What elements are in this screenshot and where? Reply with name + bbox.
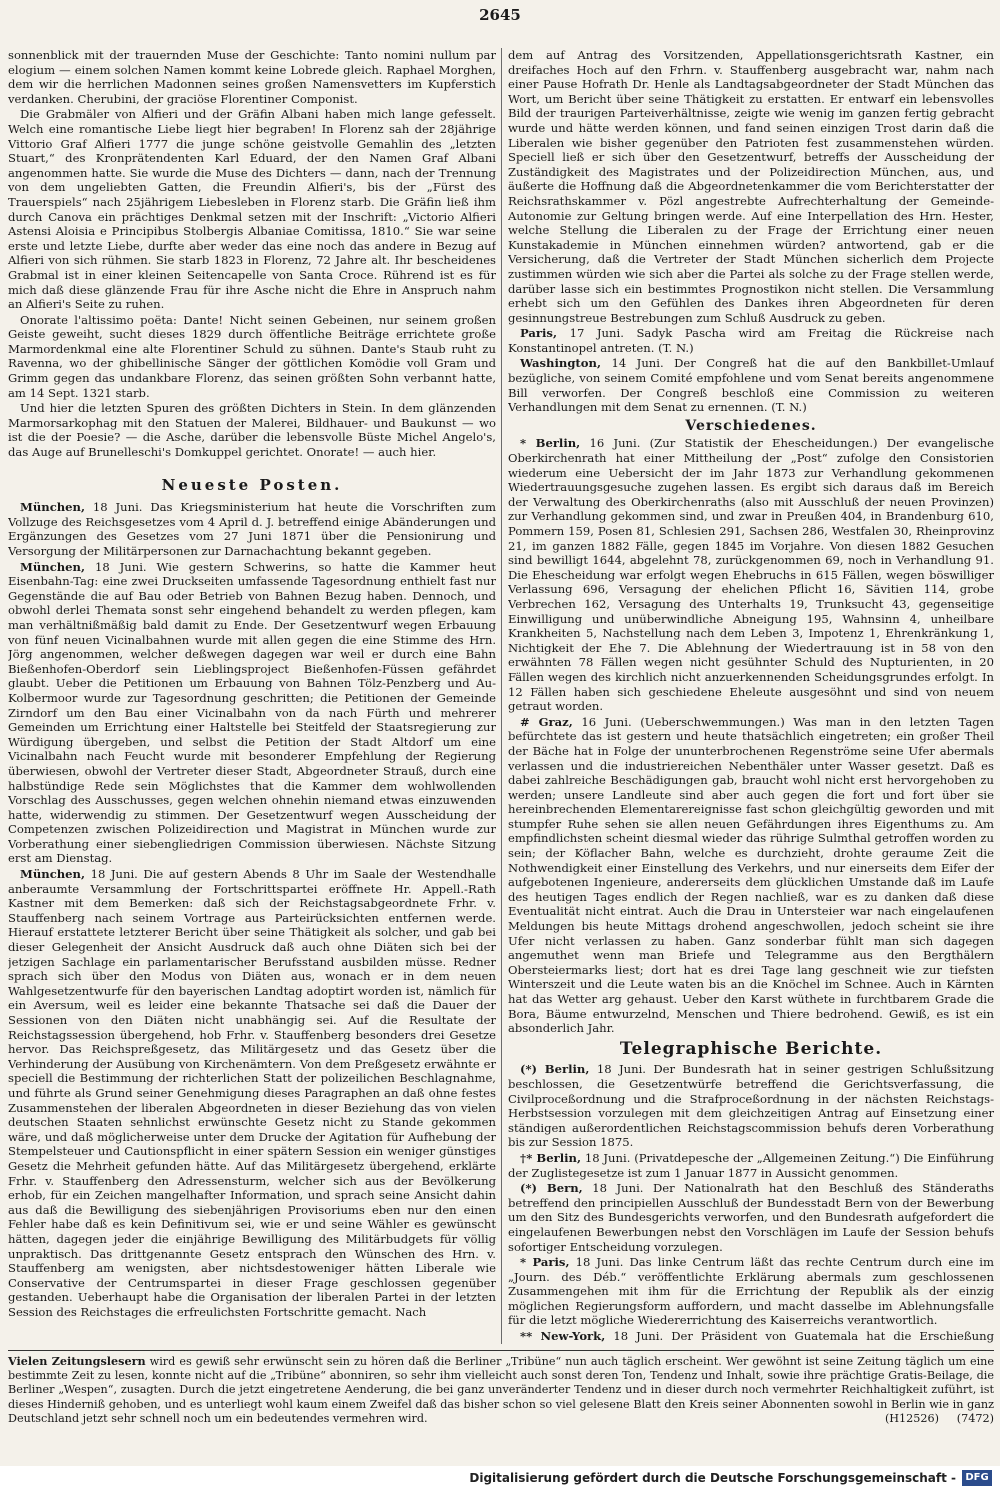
footer-credit: Digitalisierung gefördert durch die Deutsche Forschungsgemeinschaft - xyxy=(469,1471,956,1485)
news-place: (*) Berlin, xyxy=(520,1062,590,1077)
news-place: †* Berlin, xyxy=(520,1150,581,1165)
news-text: 18 Juni. Wie gestern Schwerins, so hatte die Kammer heut Eisenbahn-Tag: eine zwei Druckseiten umfassende Tagesordnung enthielt fast nur Gegenstände die auf Bau oder Betrieb von Bahnen Bezug haben. Dennoch, und obwohl derlei Themata sonst sehr eingehend behandelt zu werden pflegen, kam man verhältnißmäßig bald damit zu Ende. Der Gesetzentwurf wegen Erbauung von fünf neuen Vicinalbahnen wurde mit allen gegen die eine Stimme des Hrn. Jörg angenommen, welcher deßwegen dagegen war weil er durch eine Bahn Bießenhofen-Oberdorf sein Lieblingsproject Bießenhofen-Füssen gefährdet glaubt. Ueber die Petitionen um Erbauung von Bahnen Tölz-Penzberg und Au-Kolbermoor wurde zur Tagesordnung geschritten; die Petitionen der Gemeinde Zirndorf um den Bau einer Vicinalbahn von da nach Fürth und mehrerer Gemeinden um Errichtung einer Haltstelle bei Steitfeld der Staatsregierung zur Würdigung übergeben, und selbst die Petition der Stadt Altdorf um eine Vicinalbahn nach Feucht wurde mit besonderer Empfehlung der Regierung überwiesen, obwohl der Vertreter dieser Stadt, Abgeordneter Strauß, durch eine halbstündige Rede sein Möglichstes that die Kammer dem wohlwollenden Vorschlag des Ausschusses, gegen welchen ohnehin niemand etwas einzuwenden hatte, widerwendig zu stimmen. Der Gesetzentwurf wegen Ausscheidung der Competenzen zwischen Polizeidirection und Magistrat in München wurde zur Vorberathung einer siebengliedrigen Commission überwiesen. Nächste Sitzung erst am Dienstag. xyxy=(8,559,496,866)
news-item xyxy=(508,1255,994,1328)
notice-code-2: (7472) xyxy=(956,1411,994,1425)
advertisement-notice xyxy=(8,1350,994,1426)
digitization-footer xyxy=(0,1466,1000,1493)
news-place: * Paris, xyxy=(520,1255,570,1270)
news-place: München, xyxy=(20,867,86,882)
news-place: Paris, xyxy=(520,326,557,341)
news-text: 18 Juni. Der Bundesrath hat in seiner gestrigen Schlußsitzung beschlossen, die Gesetzentwürfe betreffend die Gerichtsverfassung, die Civilproceßordnung und die Strafproceßordnung in der nächsten Reichstags-Herbstsession vorzulegen mit dem gleichzeitigen Antrag auf Einsetzung einer ständigen außerordentlichen Reichstagscommission behufs deren Vorberathung bis zur Session 1875. xyxy=(508,1062,994,1150)
left-column xyxy=(8,48,496,1344)
news-text: 18 Juni. Der Nationalrath hat den Beschluß des Ständeraths betreffend den principiellen Ausschluß der Bundesstadt Bern von der Bewerbung um den Sitz des Bundesgerichts verworfen, und den Bundesrath aufgefordert die eingelaufenen Bewerbungen nebst den Vorschlägen im Laufe der Session behufs sofortiger Entscheidung vorzulegen. xyxy=(508,1181,994,1254)
notice-codes xyxy=(885,1412,994,1426)
news-place: München, xyxy=(20,559,86,574)
article-paragraph: dem auf Antrag des Vorsitzenden, Appellationsgerichtsrath Kastner, ein dreifaches Hoch auf den Frhrn. v. Stauffenberg ausgebracht war, nahm nach einer Pause Hofrath Dr. Henle als Landtagsabgeordneter der Stadt München das Wort, um Bericht über seine Thätigkeit zu erstatten. Er entwarf ein lebensvolles Bild der traurigen Parteiverhältnisse, zeigte wie wenig im ganzen fertig gebracht wurde und hätte werden können, und fand seinen einzigen Trost darin daß die Liberalen wie bisher gegenüber den Patrioten fest zusammenstehen würden. Speciell ließ er sich über den Gesetzentwurf, betreffs der Ausscheidung der Zuständigkeit des Magistrates und der Polizeidirection München, aus, und äußerte die Hoffnung daß die Abgeordnetenkammer die vom Berichterstatter der Reichsrathskammer v. Pözl angestrebte Aufrechterhaltung der Gemeinde-Autonomie zur Geltung bringen werde. Auf eine Interpellation des Hrn. Hester, welche Stellung die Liberalen zu der Frage der Errichtung einer neuen Kunstakademie in München einnehmen würden? antwortend, gab er die Versicherung, daß die Vertreter der Stadt München sicherlich dem Projecte zustimmen würden wie sich aber die Partei als solche zu der Frage stellen werde, darüber lasse sich ein bestimmtes Prognostikon nicht stellen. Die Versammlung erhebt sich um den Gefühlen des Dankes ihren Abgeordneten für deren gesinnungstreue Bestrebungen zum Schluß Ausdruck zu geben. xyxy=(508,48,994,325)
news-text: 16 Juni. (Zur Statistik der Ehescheidungen.) Der evangelische Oberkirchenrath hat einer Mittheilung der „Post“ zufolge den Consistorien wiederum eine Uebersicht der im Jahr 1873 zur Verhandlung gekommenen Wiedertrauungsgesuche zugehen lassen. Es ergibt sich daraus daß im Bereich der Verwaltung des Oberkirchenraths (also mit Ausschluß der neuen Provinzen) zur Verhandlung gekommen sind, und zwar in Preußen 404, in Brandenburg 610, Pommern 159, Posen 81, Schlesien 291, Sachsen 286, Westfalen 30, Rheinprovinz 21, im ganzen 1882 Fälle, gegen 1845 im Vorjahre. Von diesen 1882 Gesuchen sind bewilligt 1644, abgelehnt 78, zurückgenommen 69, noch in Verhandlung 91. Die Ehescheidung war erfolgt wegen Ehebruchs in 615 Fällen, wegen böswilliger Verlassung 696, Versagung der ehelichen Pflicht 16, Sävitien 114, grobe Verbrechen 162, Versagung des Unterhalts 19, Trunksucht 43, gegenseitige Einwilligung und unüberwindliche Abneigung 195, Wahnsinn 4, unheilbare Krankheiten 5, Nachstellung nach dem Leben 3, Impotenz 1, Ehrenkränkung 1, Nichtigkeit der Ehe 7. Die Ablehnung der Wiedertrauung ist in 58 von den erwähnten 78 Fällen wegen nicht gesühnter Schuld des Nupturienten, in 20 Fällen wegen des kirchlich nicht anzuerkennenden Scheidungsgrundes erfolgt. In 12 Fällen haben sich geschiedene Eheleute ausgesöhnt und sind von neuem getraut worden. xyxy=(508,436,994,714)
news-item xyxy=(8,867,496,1319)
news-place: ** New-York, xyxy=(520,1329,606,1344)
news-text: 18 Juni. Der Präsident von Guatemala hat die Erschießung xyxy=(613,1329,994,1344)
news-item xyxy=(508,1329,994,1344)
news-item xyxy=(508,1181,994,1254)
news-item xyxy=(508,356,994,414)
news-text: 17 Juni. Sadyk Pascha wird am Freitag die Rückreise nach Konstantinopel antreten. (T. N.) xyxy=(508,326,994,355)
notice-lead: Vielen Zeitungslesern xyxy=(8,1354,146,1368)
news-item xyxy=(508,715,994,1036)
article-paragraph: sonnenblick mit der trauernden Muse der Geschichte: Tanto nomini nullum par elogium — einem solchen Namen kommt keine Lobrede gleich. Raphael Morghen, dem wir die herrlichen Madonnen seines großen Namensvetters im Kupferstich verdanken. Cherubini, der graciöse Florentiner Componist. xyxy=(8,48,496,106)
news-place: * Berlin, xyxy=(520,436,581,451)
news-text: 18 Juni. Das linke Centrum läßt das rechte Centrum durch eine im „Journ. des Déb.“ veröffentlichte Erklärung abermals zum geschlossenen Zusammengehen mit ihm für die Errichtung der Republik als der einzig möglichen Regierungsform auffordern, und macht dasselbe im Ablehnungsfalle für die letzt mögliche Wiedererrichtung des Kaiserreichs verantwortlich. xyxy=(508,1255,994,1328)
news-item xyxy=(8,500,496,558)
news-item xyxy=(508,326,994,355)
news-text: 18 Juni. (Privatdepesche der „Allgemeinen Zeitung.“) Die Einführung der Zuglistegesetze ist zum 1 Januar 1877 in Aussicht genommen. xyxy=(508,1150,994,1180)
news-place: Washington, xyxy=(520,356,601,371)
page-number: 2645 xyxy=(479,6,521,24)
notice-text: wird es gewiß sehr erwünscht sein zu hören daß die Berliner „Tribüne“ nun auch täglich erscheint. Wer gewöhnt ist seine Zeitung täglich um eine bestimmte Zeit zu lesen, konnte nicht auf die „Tribüne“ abonniren, so sehr ihm vielleicht auch sonst deren Ton, Tendenz und Inhalt, sowie ihre prächtige Gratis-Beilage, die Berliner „Wespen“, zusagten. Durch die jetzt eingetretene Aenderung, die bei ganz unveränderter Tendenz und in dieser durch noch vermehrter Reichhaltigkeit zuführt, ist dieses Hinderniß gehoben, und es unterliegt wohl kaum einem Zweifel daß das bisher schon so viel gelesene Blatt den Kreis seiner Abonnenten sowohl in Berlin wie in ganz Deutschland jetzt sehr schnell noch um ein bedeutendes vermehren wird. xyxy=(8,1355,994,1425)
right-column xyxy=(508,48,994,1344)
column-divider xyxy=(501,48,502,1344)
news-text: 14 Juni. Der Congreß hat die auf den Bankbillet-Umlauf bezügliche, von seinem Comité empfohlene und vom Senat bereits angenommene Bill verworfen. Der Congreß beschloß eine Commission zu weiteren Verhandlungen mit dem Senat zu ernennen. (T. N.) xyxy=(508,356,994,415)
news-item xyxy=(8,560,496,866)
news-text: 18 Juni. Die auf gestern Abends 8 Uhr im Saale der Westendhalle anberaumte Versammlung der Fortschrittspartei eröffnete Hr. Appell.-Rath Kastner mit dem Bemerken: daß sich der Reichstagsabgeordnete Frhr. v. Stauffenberg nach seinem Vortrage aus Parteirücksichten entfernen werde. Hierauf erstattete letzterer Bericht über seine Thätigkeit als solcher, und gab bei dieser Gelegenheit der Ansicht Ausdruck daß auch ohne Diäten sich bei der jetzigen Sachlage ein parlamentarischer Berufsstand ausbilden müsse. Redner sprach sich über den Modus von Diäten aus, wonach er in dem neuen Wahlgesetzentwurfe für den bayerischen Landtag adoptirt worden ist, nämlich für ein Aversum, weil es leider eine bekannte Thatsache sei daß die Dauer der Sessionen von den Diäten nicht unabhängig sei. Auf die Resultate der Reichstagssession übergehend, hob Frhr. v. Stauffenberg besonders drei Gesetze hervor. Das Reichspreßgesetz, das Militärgesetz und das Gesetz über die Verhinderung der Ausübung von Kirchenämtern. Von dem Preßgesetz erwähnte er speciell die Bestimmung der richterlichen Statt der polizeilichen Beschlagnahme, und führte als Grund seiner Genehmigung dieses Paragraphen an daß ohne festes Zusammenstehen der liberalen Abgeordneten in dieser Beziehung das von vielen deutschen Staaten sehnlichst erwünschte Gesetz nicht zu Stande gekommen wäre, und daß möglicherweise unter dem Drucke der Agitation für Aufhebung der Stempelsteuer und Cautionspflicht in einer spätern Session ein weniger günstiges Gesetz die Mehrheit gefunden hätte. Auf das Militärgesetz übergehend, erklärte Frhr. v. Stauffenberg den Adressensturm, welcher sich aus der Bevölkerung erhob, für ein Zeichen mangelhafter Information, und sprach seine Ansicht dahin aus daß die Bewilligung des siebenjährigen Provisoriums eben nur den einen Fehler habe daß es kein Definitivum sei, wie er und seine Wähler es gewünscht hätten, dagegen jeder die einjährige Bewilligung des Militärbudgets für völlig unpraktisch. Das drittgenannte Gesetz entsprach den Wünschen des Hrn. v. Stauffenberg am wenigsten, aber nichtsdestoweniger hätten Liberale wie Conservative der Centrumspartei in dieser Frage geschlossen gegenüber gestanden. Ueberhaupt habe die Organisation der liberalen Partei in der letzten Session des Reichstages die erfreulichsten Fortschritte gemacht. Nach xyxy=(8,867,496,1319)
dfg-logo-icon: DFG xyxy=(962,1470,992,1486)
notice-code-1: (H12526) xyxy=(884,1411,940,1425)
news-item xyxy=(508,1151,994,1180)
news-place: München, xyxy=(20,500,86,515)
article-paragraph: Und hier die letzten Spuren des größten Dichters in Stein. In dem glänzenden Marmorsarkophag mit den Statuen der Malerei, Bildhauer- und Baukunst — wo ist die der Poesie? — die Asche, darüber die lebensvolle Büste Michel Angelo's, das Auge auf Brunelleschi's Domkuppel gerichtet. Onorate! — auch hier. xyxy=(8,401,496,460)
news-item xyxy=(508,1062,994,1150)
news-text: 16 Juni. (Ueberschwemmungen.) Was man in den letzten Tagen befürchtete das ist gestern und heute thatsächlich eingetreten; ein großer Theil der Bäche hat in Folge der ununterbrochenen Regenströme seine Ufer abermals verlassen und die industriereichen Nebenthäler unter Wasser gesetzt. Daß es dabei zahlreiche Beschädigungen gab, braucht wohl nicht erst hervorgehoben zu werden; unsere Landleute sind aber auch gegen die fort und fort über sie hereinbrechenden Elementarereignisse fast schon gleichgültig geworden und mit stumpfer Ruhe sehen sie allen neuen Gefährdungen ihres Eigenthums zu. Am empfindlichsten scheint diesmal wieder das rührige Sulmthal getroffen worden zu sein; der Köflacher Bahn, welche es durchzieht, drohte geraume Zeit die Nothwendigkeit einer Einstellung des Verkehrs, und nur einerseits dem Eifer der aufgebotenen Ingenieure, andererseits dem glücklichen Umstande daß im Laufe des heutigen Tages endlich der Regen nachließ, war es zu danken daß diese Eventualität nicht eintrat. Auch die Drau in Untersteier war nach eingelaufenen Meldungen bis heute Mittags drohend angeschwollen, jedoch scheint sie ihre Ufer nicht verlassen zu haben. Ganz sonderbar fühlt man sich dagegen angemuthet wenn man Briefe und Telegramme aus den Bergthälern Obersteiermarks liest; dort hat es drei Tage lang geschneit wie zur tiefsten Winterszeit und die Leute waten bis an die Knöchel im Schnee. Auch in Kärnten hat das Wetter arg gehaust. Ueber den Karst wüthete in furchtbarem Grade die Bora, Bäume entwurzelnd, Menschen und Thiere bedrohend. Gewiß, es ist ein absonderlich Jahr. xyxy=(508,714,994,1036)
news-text: 18 Juni. Das Kriegsministerium hat heute die Vorschriften zum Vollzuge des Reichsgesetzes vom 4 April d. J. betreffend einige Abänderungen und Ergänzungen des Gesetzes vom 27 Juni 1871 über die Pensionirung und Versorgung der Militärpersonen zur Darnachachtung bekannt gegeben. xyxy=(8,500,496,558)
news-place: (*) Bern, xyxy=(520,1181,583,1196)
news-item xyxy=(508,436,994,713)
article-paragraph: Die Grabmäler von Alfieri und der Gräfin Albani haben mich lange gefesselt. Welch eine romantische Liebe liegt hier begraben! In Florenz sah der 28jährige Vittorio Graf Alfieri 1777 die junge schöne geistvolle Gemahlin des „letzten Stuart,“ des Kronprätendenten Karl Eduard, der den Namen Graf Albani angenommen hatte. Sie wurde die Muse des Dichters — dann, nach der Trennung von dem ungeliebten Gatten, die Freundin Alfieri's, bis der „Fürst des Trauerspiels“ nach 25jährigem Liebesleben in Florenz starb. Die Gräfin ließ ihm durch Canova ein prächtiges Denkmal setzen mit der Inschrift: „Victorio Alfieri Astensi Aloisia e Principibus Stolbergis Albaniae Comitissa, 1810.“ Sie war seine erste und letzte Liebe, durfte aber weder das eine noch das andere in Bezug auf Alfieri von sich rühmen. Sie starb 1823 in Florenz, 72 Jahre alt. Ihr bescheidenes Grabmal ist in einer kleinen Seitencapelle von Santa Croce. Rührend ist es für mich daß diese glänzende Frau für ihre Asche nicht die Ehre in Anspruch nahm an Alfieri's Seite zu ruhen. xyxy=(8,107,496,312)
section-heading-verschiedenes: Verschiedenes. xyxy=(685,417,817,434)
article-paragraph: Onorate l'altissimo poëta: Dante! Nicht seinen Gebeinen, nur seinem großen Geiste geweiht, sucht dieses 1829 durch öffentliche Beiträge errichtete große Marmordenkmal eine alte Florentiner Schuld zu sühnen. Dante's Staub ruht zu Ravenna, wo der ghibellinische Sänger der göttlichen Komödie voll Gram und Grimm gegen das undankbare Florenz, das seinen größten Sohn verbannt hatte, am 14 Sept. 1321 starb. xyxy=(8,312,496,400)
news-place: # Graz, xyxy=(520,714,573,729)
section-heading-telegraphische-berichte: Telegraphische Berichte. xyxy=(619,1038,883,1059)
section-heading-neueste-posten: Neueste Posten. xyxy=(161,475,343,494)
